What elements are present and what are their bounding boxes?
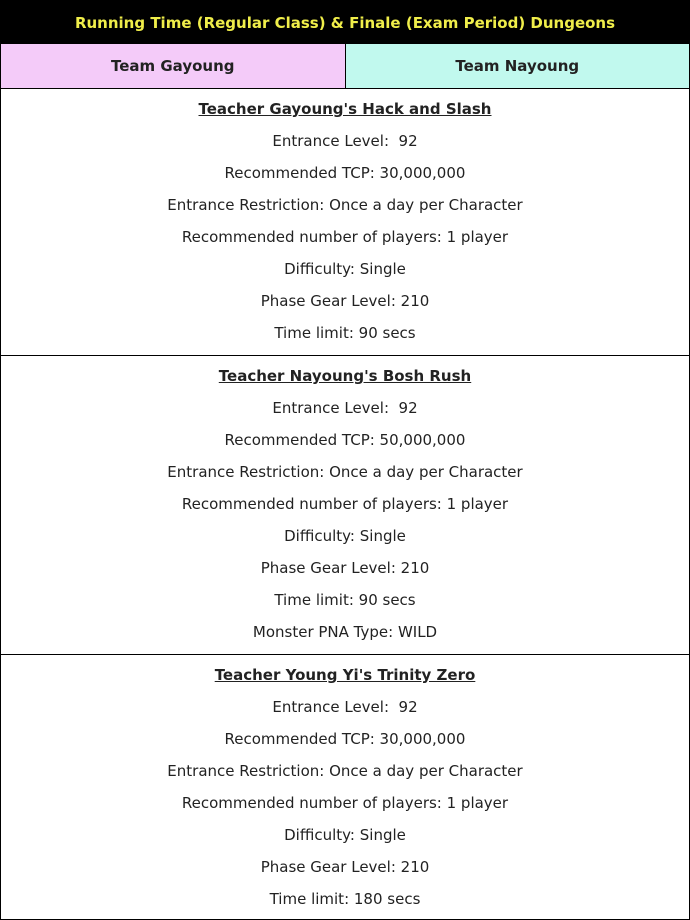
recommended-players: Recommended number of players: 1 player xyxy=(181,794,509,812)
entrance-restriction: Entrance Restriction: Once a day per Character xyxy=(167,463,523,481)
phase-gear-level: Phase Gear Level: 210 xyxy=(260,292,430,310)
difficulty: Difficulty: Single xyxy=(284,826,406,844)
entrance-restriction: Entrance Restriction: Once a day per Character xyxy=(167,196,523,214)
team-gayoung-cell xyxy=(1,44,345,88)
time-limit: Time limit: 180 secs xyxy=(269,890,421,908)
recommended-players: Recommended number of players: 1 player xyxy=(181,228,509,246)
recommended-tcp: Recommended TCP: 30,000,000 xyxy=(224,164,466,182)
difficulty: Difficulty: Single xyxy=(284,527,406,545)
dungeon-section-bosh-rush xyxy=(1,355,689,654)
table-title-bar xyxy=(1,1,689,44)
team-header-row xyxy=(1,44,689,89)
phase-gear-level: Phase Gear Level: 210 xyxy=(260,858,430,876)
team-gayoung-label: Team Gayoung xyxy=(110,57,235,75)
time-limit: Time limit: 90 secs xyxy=(274,591,416,609)
entrance-restriction: Entrance Restriction: Once a day per Character xyxy=(167,762,523,780)
dungeon-section-trinity-zero xyxy=(1,654,689,920)
time-limit: Time limit: 90 secs xyxy=(274,324,416,342)
team-nayoung-label: Team Nayoung xyxy=(455,57,580,75)
dungeon-title: Teacher Gayoung's Hack and Slash xyxy=(198,100,492,118)
recommended-tcp: Recommended TCP: 50,000,000 xyxy=(224,431,466,449)
entrance-level: Entrance Level: 92 xyxy=(272,399,418,417)
recommended-tcp: Recommended TCP: 30,000,000 xyxy=(224,730,466,748)
dungeon-section-hack-and-slash xyxy=(1,89,689,355)
monster-pna-type: Monster PNA Type: WILD xyxy=(252,623,438,641)
difficulty: Difficulty: Single xyxy=(284,260,406,278)
dungeon-title: Teacher Nayoung's Bosh Rush xyxy=(218,367,472,385)
table-title: Running Time (Regular Class) & Finale (Exam Period) Dungeons xyxy=(74,13,616,32)
recommended-players: Recommended number of players: 1 player xyxy=(181,495,509,513)
phase-gear-level: Phase Gear Level: 210 xyxy=(260,559,430,577)
team-nayoung-cell xyxy=(345,44,690,88)
entrance-level: Entrance Level: 92 xyxy=(272,132,418,150)
dungeon-title: Teacher Young Yi's Trinity Zero xyxy=(214,666,476,684)
entrance-level: Entrance Level: 92 xyxy=(272,698,418,716)
